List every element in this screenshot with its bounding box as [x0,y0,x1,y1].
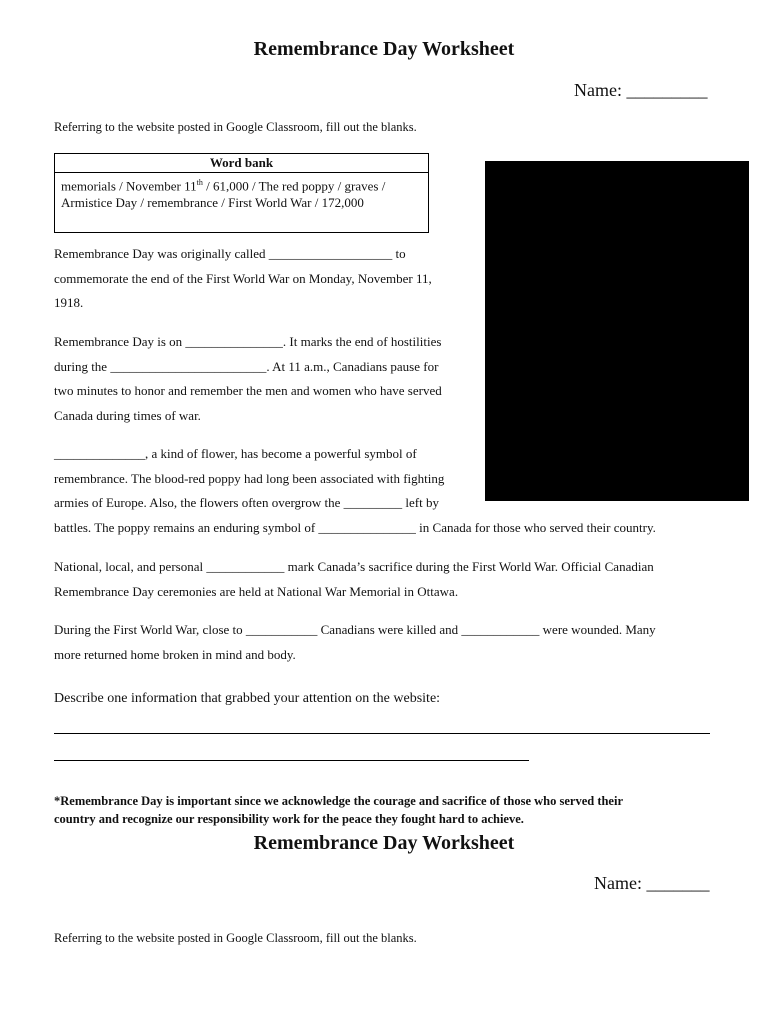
worksheet-title-2: Remembrance Day Worksheet [253,832,515,854]
paragraph-date: Remembrance Day is on _______________. It marks the end of hostilities during the ________________________. At 11 a.m., Canadians pause for two minutes to honor and remember the men and women who have served Canada during times of war. [54,334,442,423]
worksheet-title: Remembrance Day Worksheet [253,38,515,60]
word-bank-line-1: memorials / November 11th / 61,000 / The red poppy / graves / [61,178,386,194]
answer-line-2[interactable] [54,760,529,761]
paragraph-memorials: National, local, and personal ____________ mark Canada’s sacrifice during the First World War. Official Canadian Remembrance Day ceremonies are held at National War Memorial in Ottawa. [54,559,654,599]
name-field-label-2: Name: _______ [594,873,710,893]
answer-line-1[interactable] [54,733,710,734]
paragraph-poppy: ______________, a kind of flower, has become a powerful symbol of remembrance. The blood-red poppy had long been associated with fighting armies of Europe. Also, the flowers often overgrow the _________ left by battles. The poppy remains an enduring symbol of _______________ in Canada for those who served their country. [54,446,656,535]
paragraph-casualties: During the First World War, close to ___________ Canadians were killed and ____________ were wounded. Many more returned home broken in mind and body. [54,622,656,662]
word-bank-heading: Word bank [55,154,428,173]
word-bank-words [55,173,428,212]
instructions-2: Referring to the website posted in Google Classroom, fill out the blanks. [54,931,417,945]
word-bank-line-2: Armistice Day / remembrance / First World War / 172,000 [61,195,364,211]
describe-prompt: Describe one information that grabbed your attention on the website: [54,691,441,706]
instructions: Referring to the website posted in Google Classroom, fill out the blanks. [54,120,417,134]
importance-note: *Remembrance Day is important since we acknowledge the courage and sacrifice of those who served their country and recognize our responsibility work for the peace they fought hard to achieve. [54,794,624,826]
paragraph-original-name: Remembrance Day was originally called ___________________ to commemorate the end of the First World War on Monday, November 11, 1918. [54,246,432,310]
name-field-label: Name: _________ [574,80,708,100]
word-bank [54,153,429,233]
